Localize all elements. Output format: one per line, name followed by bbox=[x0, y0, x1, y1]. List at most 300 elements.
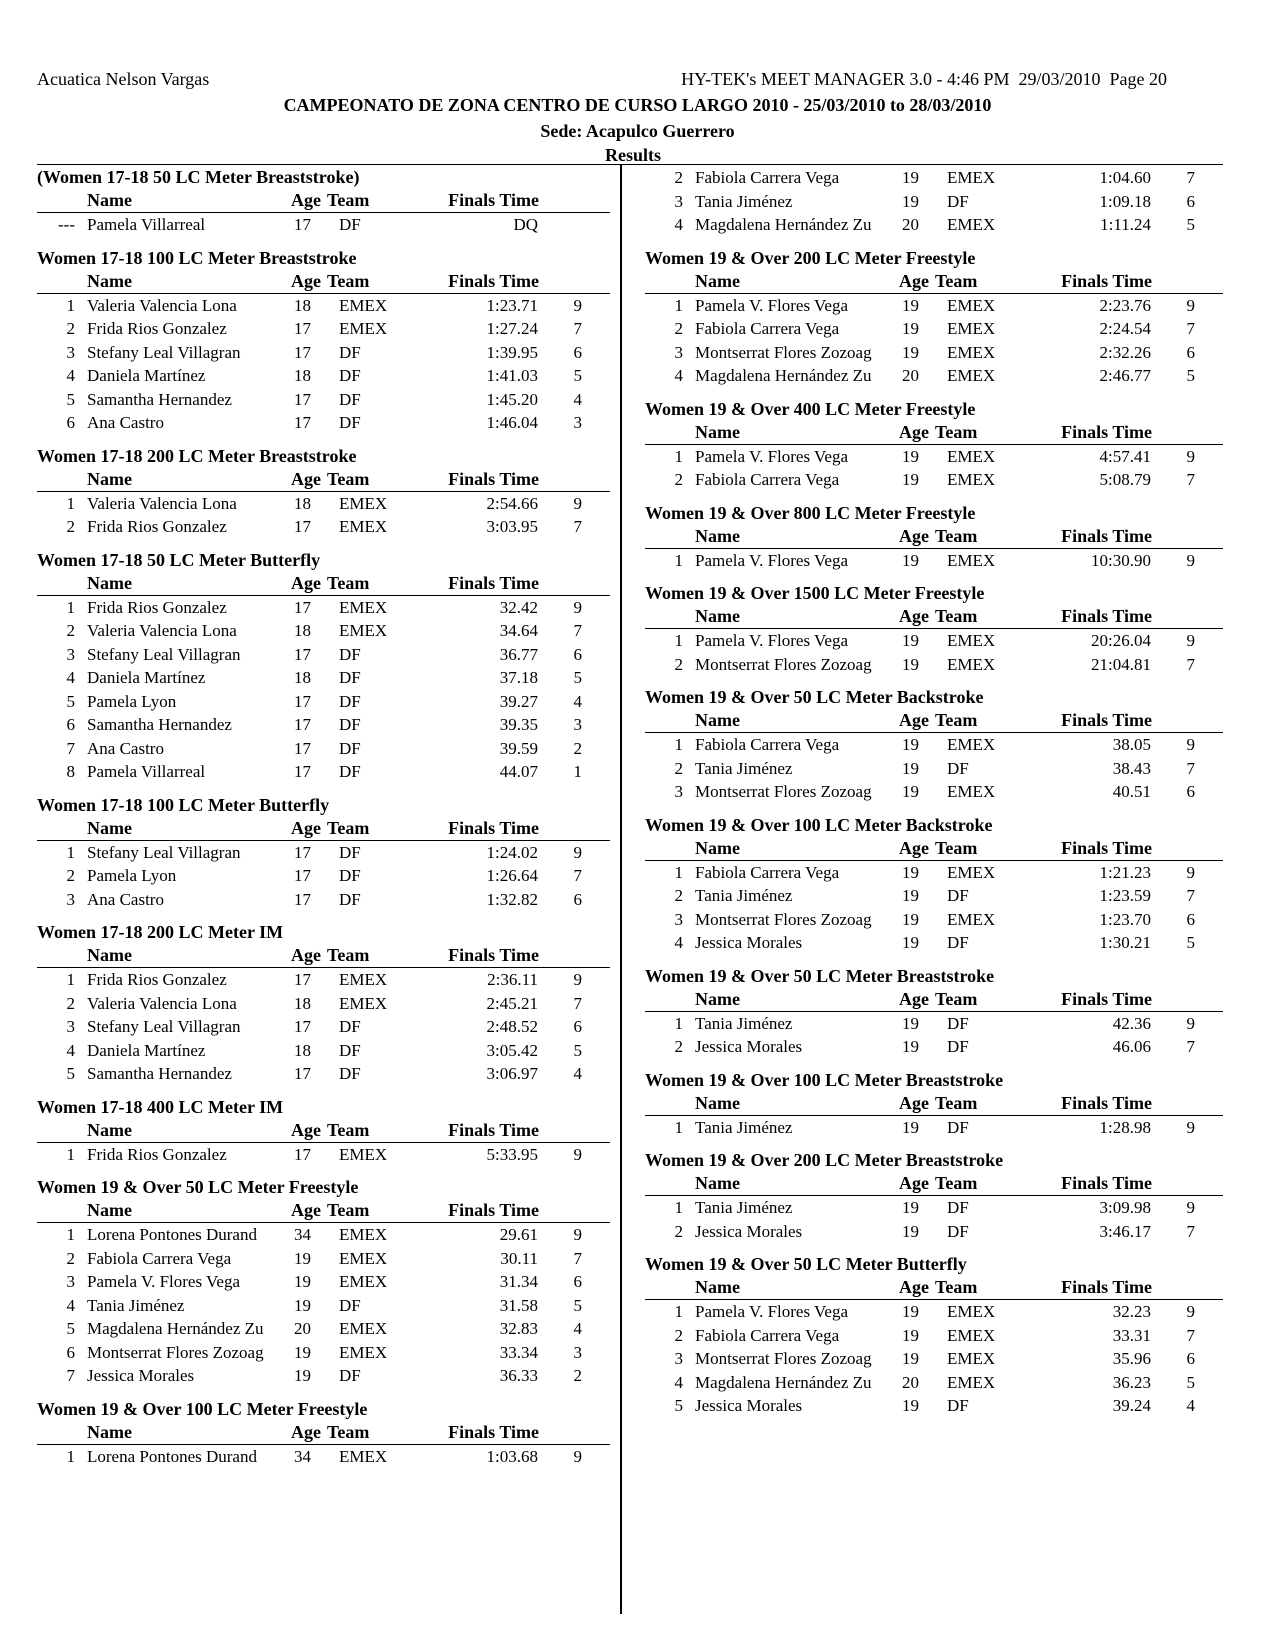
team: DF bbox=[339, 762, 361, 781]
col-age: Age bbox=[291, 945, 321, 965]
place: 7 bbox=[66, 738, 75, 758]
age: 20 bbox=[294, 1319, 311, 1338]
swimmer-name: Frida Rios Gonzalez bbox=[87, 970, 227, 989]
result-row bbox=[645, 1371, 1223, 1395]
points: 5 bbox=[573, 366, 582, 385]
swimmer-name: Montserrat Flores Zozoag bbox=[87, 1342, 264, 1362]
place: 1 bbox=[674, 862, 683, 882]
col-name: Name bbox=[87, 945, 132, 965]
points: 9 bbox=[1186, 295, 1195, 315]
points: 6 bbox=[1186, 191, 1195, 211]
swimmer-name: Fabiola Carrera Vega bbox=[695, 470, 840, 489]
swimmer-name: Stefany Leal Villagran bbox=[87, 644, 241, 664]
event-block bbox=[37, 166, 610, 237]
points: 6 bbox=[573, 889, 582, 909]
col-team: Team bbox=[327, 1421, 370, 1442]
place: 4 bbox=[66, 1040, 75, 1060]
swimmer-name: Tania Jiménez bbox=[695, 191, 793, 211]
result-row bbox=[37, 1247, 610, 1271]
age: 18 bbox=[294, 366, 311, 385]
points: 9 bbox=[573, 842, 582, 862]
header-org: Acuatica Nelson Vargas bbox=[37, 69, 210, 89]
finals-time: 37.18 bbox=[499, 668, 538, 687]
col-team: Team bbox=[935, 1173, 978, 1193]
col-finals-time: Finals Time bbox=[1061, 1277, 1152, 1297]
swimmer-name: Lorena Pontones Durand bbox=[87, 1446, 257, 1466]
finals-time: 38.05 bbox=[1112, 735, 1151, 754]
place: 2 bbox=[674, 1221, 683, 1241]
place: 5 bbox=[66, 1064, 75, 1083]
col-name: Name bbox=[695, 525, 740, 546]
col-finals-time: Finals Time bbox=[448, 1421, 539, 1442]
column-header bbox=[645, 270, 1223, 294]
points: 9 bbox=[573, 295, 582, 315]
result-row bbox=[37, 1143, 610, 1167]
event-block bbox=[645, 502, 1223, 573]
points: 3 bbox=[573, 715, 582, 734]
result-row bbox=[37, 1294, 610, 1318]
swimmer-name: Pamela V. Flores Vega bbox=[695, 631, 848, 650]
col-team: Team bbox=[935, 988, 978, 1009]
event-title: Women 19 & Over 50 LC Meter Butterfly bbox=[645, 1254, 967, 1274]
age: 19 bbox=[902, 446, 919, 466]
finals-time: 31.58 bbox=[499, 1295, 538, 1315]
event-title: Women 17-18 100 LC Meter Breaststroke bbox=[37, 247, 357, 268]
swimmer-name: Ana Castro bbox=[87, 889, 164, 909]
age: 20 bbox=[902, 1372, 919, 1392]
team: EMEX bbox=[339, 1319, 388, 1338]
column-header bbox=[37, 572, 610, 596]
finals-time: 2:23.76 bbox=[1099, 295, 1151, 315]
event-continuation bbox=[645, 166, 1223, 237]
result-row bbox=[37, 760, 610, 784]
age: 18 bbox=[294, 993, 311, 1013]
age: 17 bbox=[294, 738, 311, 758]
age: 17 bbox=[294, 597, 311, 617]
team: DF bbox=[339, 366, 361, 385]
result-row bbox=[645, 1035, 1223, 1059]
event-block bbox=[645, 398, 1223, 492]
right-column bbox=[645, 166, 1223, 1428]
finals-time: 40.51 bbox=[1112, 782, 1151, 801]
age: 19 bbox=[902, 1013, 919, 1033]
age: 17 bbox=[294, 691, 311, 711]
finals-time: 36.77 bbox=[499, 644, 538, 664]
place: 1 bbox=[674, 1302, 683, 1321]
result-row bbox=[37, 1341, 610, 1365]
points: 6 bbox=[1186, 782, 1195, 801]
result-row bbox=[37, 619, 610, 643]
column-header bbox=[645, 988, 1223, 1012]
swimmer-name: Valeria Valencia Lona bbox=[87, 993, 237, 1013]
place: 2 bbox=[674, 168, 683, 187]
event-block bbox=[37, 1398, 610, 1469]
place: 1 bbox=[674, 735, 683, 754]
finals-time: 2:46.77 bbox=[1099, 366, 1151, 385]
event-title: Women 19 & Over 50 LC Meter Breaststroke bbox=[645, 965, 995, 986]
place: 1 bbox=[674, 1117, 683, 1137]
finals-time: 21:04.81 bbox=[1091, 654, 1151, 674]
col-finals-time: Finals Time bbox=[1061, 270, 1152, 291]
event-block bbox=[645, 1253, 1223, 1418]
team: EMEX bbox=[947, 1349, 996, 1368]
result-row bbox=[37, 364, 610, 388]
points: 9 bbox=[1186, 446, 1195, 466]
col-age: Age bbox=[291, 817, 321, 838]
event-title: Women 19 & Over 200 LC Meter Freestyle bbox=[645, 247, 976, 268]
swimmer-name: Pamela Villarreal bbox=[87, 215, 206, 234]
meet-title: CAMPEONATO DE ZONA CENTRO DE CURSO LARGO 2010 - 25/03/2010 to 28/03/2010 bbox=[283, 95, 992, 115]
points: 4 bbox=[573, 1064, 582, 1083]
column-header bbox=[37, 1199, 610, 1223]
swimmer-name: Montserrat Flores Zozoag bbox=[695, 342, 872, 362]
col-age: Age bbox=[899, 525, 929, 546]
age: 19 bbox=[294, 1248, 311, 1268]
place: 2 bbox=[674, 319, 683, 338]
points: 7 bbox=[573, 621, 582, 640]
points: 9 bbox=[1186, 631, 1195, 650]
points: 6 bbox=[573, 1272, 582, 1291]
result-row bbox=[37, 713, 610, 737]
age: 18 bbox=[294, 621, 311, 640]
swimmer-name: Jessica Morales bbox=[695, 1037, 803, 1056]
col-finals-time: Finals Time bbox=[448, 572, 539, 593]
team: EMEX bbox=[947, 550, 996, 570]
result-row bbox=[645, 733, 1223, 757]
finals-time: 1:39.95 bbox=[486, 342, 538, 362]
result-row bbox=[645, 1196, 1223, 1220]
col-finals-time: Finals Time bbox=[1061, 606, 1152, 626]
col-name: Name bbox=[87, 1200, 132, 1220]
team: EMEX bbox=[339, 319, 388, 338]
column-header bbox=[37, 189, 610, 213]
team: EMEX bbox=[339, 1225, 388, 1244]
col-age: Age bbox=[899, 1092, 929, 1113]
points: 9 bbox=[573, 1144, 582, 1164]
col-age: Age bbox=[291, 1421, 321, 1442]
age: 19 bbox=[902, 758, 919, 778]
team: DF bbox=[339, 389, 361, 409]
swimmer-name: Fabiola Carrera Vega bbox=[695, 862, 840, 882]
team: DF bbox=[947, 1221, 969, 1241]
swimmer-name: Jessica Morales bbox=[695, 1396, 803, 1415]
finals-time: 35.96 bbox=[1112, 1349, 1151, 1368]
points: 7 bbox=[573, 319, 582, 338]
swimmer-name: Frida Rios Gonzalez bbox=[87, 1144, 227, 1164]
place: 5 bbox=[66, 389, 75, 409]
result-row bbox=[645, 445, 1223, 469]
swimmer-name: Pamela V. Flores Vega bbox=[695, 446, 848, 466]
swimmer-name: Tania Jiménez bbox=[87, 1295, 185, 1315]
age: 19 bbox=[902, 654, 919, 674]
place: 1 bbox=[66, 597, 75, 617]
col-team: Team bbox=[935, 270, 978, 291]
team: DF bbox=[947, 191, 969, 211]
age: 17 bbox=[294, 413, 311, 432]
team: EMEX bbox=[339, 1446, 388, 1466]
event-block bbox=[645, 686, 1223, 804]
event-block bbox=[37, 1096, 610, 1167]
place: 3 bbox=[674, 909, 683, 929]
col-name: Name bbox=[695, 421, 740, 442]
team: DF bbox=[947, 1117, 969, 1137]
place: 4 bbox=[674, 1372, 683, 1392]
swimmer-name: Pamela V. Flores Vega bbox=[695, 295, 848, 315]
col-name: Name bbox=[87, 270, 132, 291]
result-row bbox=[37, 411, 610, 435]
place: 2 bbox=[674, 1325, 683, 1345]
age: 19 bbox=[902, 1037, 919, 1056]
event-title: Women 17-18 400 LC Meter IM bbox=[37, 1096, 284, 1117]
place: 3 bbox=[674, 1349, 683, 1368]
points: 6 bbox=[573, 644, 582, 664]
result-row bbox=[645, 317, 1223, 341]
swimmer-name: Tania Jiménez bbox=[695, 886, 793, 905]
age: 19 bbox=[902, 933, 919, 952]
column-divider bbox=[620, 164, 622, 1614]
swimmer-name: Montserrat Flores Zozoag bbox=[695, 782, 872, 801]
result-row bbox=[37, 888, 610, 912]
left-column bbox=[37, 166, 610, 1478]
place: 6 bbox=[66, 715, 75, 734]
event-title: Women 19 & Over 400 LC Meter Freestyle bbox=[645, 398, 976, 419]
team: EMEX bbox=[339, 597, 388, 617]
finals-time: 36.23 bbox=[1112, 1372, 1151, 1392]
col-team: Team bbox=[327, 270, 370, 291]
finals-time: 1:30.21 bbox=[1099, 933, 1151, 952]
points: 9 bbox=[1186, 550, 1195, 570]
col-name: Name bbox=[695, 270, 740, 291]
points: 4 bbox=[573, 1319, 582, 1338]
points: 6 bbox=[1186, 342, 1195, 362]
points: 7 bbox=[573, 866, 582, 885]
finals-time: 1:27.24 bbox=[486, 319, 538, 338]
results-label: Results bbox=[605, 145, 662, 165]
team: DF bbox=[339, 1295, 361, 1315]
points: 3 bbox=[573, 1342, 582, 1362]
col-team: Team bbox=[935, 421, 978, 442]
finals-time: 31.34 bbox=[499, 1272, 538, 1291]
team: EMEX bbox=[947, 1302, 996, 1321]
col-team: Team bbox=[935, 1092, 978, 1113]
result-row bbox=[645, 1220, 1223, 1244]
event-title: Women 19 & Over 50 LC Meter Backstroke bbox=[645, 687, 984, 707]
event-title: Women 19 & Over 200 LC Meter Breaststroke bbox=[645, 1150, 1004, 1170]
finals-time: 39.35 bbox=[499, 715, 538, 734]
place: 2 bbox=[66, 1248, 75, 1268]
place: 3 bbox=[66, 889, 75, 909]
points: 7 bbox=[573, 517, 582, 536]
points: 9 bbox=[1186, 862, 1195, 882]
col-age: Age bbox=[899, 421, 929, 442]
team: DF bbox=[339, 644, 361, 664]
place: 2 bbox=[66, 866, 75, 885]
age: 20 bbox=[902, 366, 919, 385]
place: 8 bbox=[66, 762, 75, 781]
points: 6 bbox=[1186, 1349, 1195, 1368]
result-row bbox=[37, 341, 610, 365]
header-rule bbox=[37, 164, 1223, 165]
team: DF bbox=[339, 413, 361, 432]
age: 17 bbox=[294, 715, 311, 734]
points: 7 bbox=[1186, 758, 1195, 778]
points: 7 bbox=[1186, 886, 1195, 905]
col-age: Age bbox=[899, 988, 929, 1009]
age: 18 bbox=[294, 1040, 311, 1060]
swimmer-name: Montserrat Flores Zozoag bbox=[695, 1349, 872, 1368]
col-name: Name bbox=[87, 190, 132, 210]
place: 2 bbox=[66, 517, 75, 536]
event-block bbox=[645, 814, 1223, 955]
age: 17 bbox=[294, 389, 311, 409]
team: EMEX bbox=[339, 993, 388, 1013]
swimmer-name: Tania Jiménez bbox=[695, 1013, 793, 1033]
event-block bbox=[37, 1176, 610, 1388]
place: 2 bbox=[674, 1037, 683, 1056]
team: EMEX bbox=[947, 319, 996, 338]
result-row bbox=[645, 166, 1223, 190]
result-row bbox=[37, 515, 610, 539]
swimmer-name: Pamela Lyon bbox=[87, 691, 177, 711]
result-row bbox=[37, 1270, 610, 1294]
swimmer-name: Pamela V. Flores Vega bbox=[87, 1272, 240, 1291]
place: 1 bbox=[674, 446, 683, 466]
age: 19 bbox=[902, 909, 919, 929]
result-row bbox=[645, 1300, 1223, 1324]
col-age: Age bbox=[291, 190, 321, 210]
col-team: Team bbox=[327, 1119, 370, 1140]
age: 19 bbox=[294, 1342, 311, 1362]
result-row bbox=[37, 690, 610, 714]
result-row bbox=[645, 757, 1223, 781]
result-row bbox=[645, 780, 1223, 804]
result-row bbox=[645, 1116, 1223, 1140]
swimmer-name: Frida Rios Gonzalez bbox=[87, 319, 227, 338]
team: EMEX bbox=[947, 168, 996, 187]
col-team: Team bbox=[935, 606, 978, 626]
age: 19 bbox=[902, 550, 919, 570]
team: EMEX bbox=[339, 493, 388, 513]
result-row bbox=[645, 629, 1223, 653]
age: 17 bbox=[294, 970, 311, 989]
age: 18 bbox=[294, 668, 311, 687]
col-finals-time: Finals Time bbox=[1061, 988, 1152, 1009]
col-age: Age bbox=[899, 1277, 929, 1297]
team: DF bbox=[947, 1037, 969, 1056]
place: 5 bbox=[674, 1396, 683, 1415]
swimmer-name: Fabiola Carrera Vega bbox=[87, 1248, 232, 1268]
result-row bbox=[645, 931, 1223, 955]
col-finals-time: Finals Time bbox=[448, 817, 539, 838]
points: 5 bbox=[1186, 366, 1195, 385]
finals-time: 36.33 bbox=[499, 1366, 538, 1385]
event-block bbox=[37, 549, 610, 784]
event-block bbox=[645, 965, 1223, 1059]
swimmer-name: Jessica Morales bbox=[695, 933, 803, 952]
result-row bbox=[37, 1445, 610, 1469]
swimmer-name: Pamela V. Flores Vega bbox=[695, 1302, 848, 1321]
finals-time: 3:03.95 bbox=[486, 517, 538, 536]
event-title: Women 17-18 200 LC Meter IM bbox=[37, 922, 284, 942]
place: 2 bbox=[66, 319, 75, 338]
event-title: Women 19 & Over 100 LC Meter Backstroke bbox=[645, 814, 993, 835]
event-block bbox=[645, 247, 1223, 388]
swimmer-name: Valeria Valencia Lona bbox=[87, 493, 237, 513]
result-row bbox=[645, 468, 1223, 492]
team: EMEX bbox=[339, 1248, 388, 1268]
result-row bbox=[645, 1012, 1223, 1036]
points: 7 bbox=[1186, 1221, 1195, 1241]
col-age: Age bbox=[899, 270, 929, 291]
col-team: Team bbox=[327, 817, 370, 838]
event-block bbox=[645, 1149, 1223, 1243]
team: EMEX bbox=[947, 654, 996, 674]
swimmer-name: Stefany Leal Villagran bbox=[87, 342, 241, 362]
swimmer-name: Magdalena Hernández Zu bbox=[695, 215, 872, 234]
finals-time: 30.11 bbox=[500, 1248, 538, 1268]
col-team: Team bbox=[327, 945, 370, 965]
col-team: Team bbox=[935, 710, 978, 730]
swimmer-name: Frida Rios Gonzalez bbox=[87, 597, 227, 617]
swimmer-name: Jessica Morales bbox=[695, 1221, 803, 1241]
swimmer-name: Samantha Hernandez bbox=[87, 715, 232, 734]
age: 19 bbox=[902, 470, 919, 489]
points: 9 bbox=[1186, 735, 1195, 754]
age: 17 bbox=[294, 1144, 311, 1164]
finals-time: 33.31 bbox=[1112, 1325, 1151, 1345]
col-finals-time: Finals Time bbox=[1061, 837, 1152, 858]
finals-time: 5:08.79 bbox=[1099, 470, 1151, 489]
age: 19 bbox=[902, 191, 919, 211]
col-finals-time: Finals Time bbox=[1061, 710, 1152, 730]
result-row bbox=[37, 1039, 610, 1063]
finals-time: 1:32.82 bbox=[486, 889, 538, 909]
col-age: Age bbox=[899, 606, 929, 626]
swimmer-name: Tania Jiménez bbox=[695, 758, 793, 778]
team: DF bbox=[339, 889, 361, 909]
place: 4 bbox=[674, 933, 683, 952]
swimmer-name: Stefany Leal Villagran bbox=[87, 842, 241, 862]
result-row bbox=[37, 1223, 610, 1247]
swimmer-name: Ana Castro bbox=[87, 413, 164, 432]
team: EMEX bbox=[947, 631, 996, 650]
team: DF bbox=[947, 1396, 969, 1415]
col-name: Name bbox=[87, 817, 132, 838]
finals-time: 39.27 bbox=[499, 691, 538, 711]
team: EMEX bbox=[947, 909, 996, 929]
team: DF bbox=[339, 738, 361, 758]
place: 1 bbox=[66, 1144, 75, 1164]
col-team: Team bbox=[327, 572, 370, 593]
team: DF bbox=[339, 715, 361, 734]
col-age: Age bbox=[291, 1119, 321, 1140]
col-age: Age bbox=[291, 1200, 321, 1220]
place: 3 bbox=[674, 191, 683, 211]
points: 5 bbox=[1186, 1372, 1195, 1392]
column-header bbox=[645, 1092, 1223, 1116]
team: EMEX bbox=[339, 621, 388, 640]
age: 17 bbox=[294, 215, 311, 234]
team: EMEX bbox=[339, 1342, 388, 1362]
place: 3 bbox=[66, 644, 75, 664]
points: 5 bbox=[573, 1295, 582, 1315]
age: 19 bbox=[902, 631, 919, 650]
result-row bbox=[37, 294, 610, 318]
finals-time: 39.24 bbox=[1112, 1396, 1151, 1415]
points: 5 bbox=[573, 668, 582, 687]
place: 1 bbox=[674, 1198, 683, 1217]
team: EMEX bbox=[947, 295, 996, 315]
